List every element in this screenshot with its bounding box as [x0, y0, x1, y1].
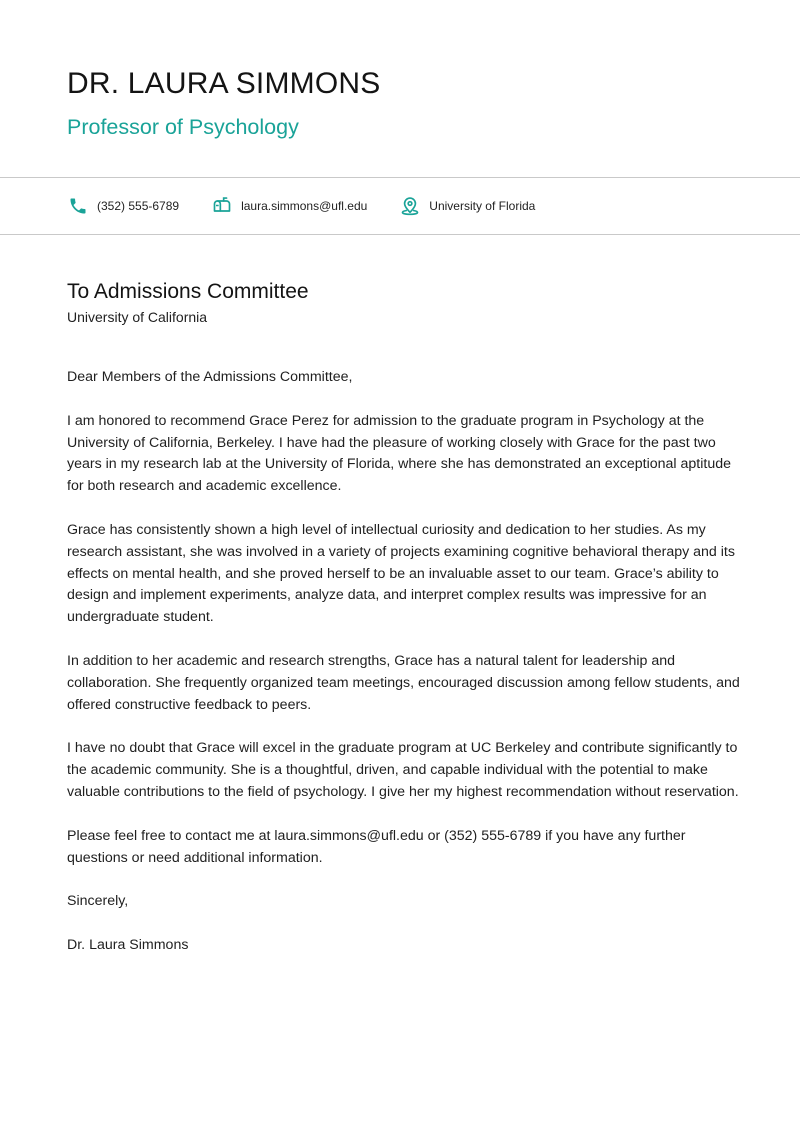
phone-icon — [68, 196, 88, 216]
letter-paragraph: In addition to her academic and research strengths, Grace has a natural talent for leadership and collaboration. She frequently organized team meetings, encouraged discussion among fellow students, and offered constructive feedback to peers. — [67, 652, 740, 713]
contact-bar — [68, 194, 535, 218]
contact-email — [212, 196, 367, 216]
letter-paragraph: Grace has consistently shown a high level of intellectual curiosity and dedication to her studies. As my research assistant, she was involved in a variety of projects examining cognitive behavioral therapy and its effects on mental health, and she proved herself to be an invaluable asset to our team. Grace’s ability to design and implement experiments, analyze data, and interpret complex results was impressive for an undergraduate student. — [67, 521, 735, 626]
author-title: Professor of Psychology — [67, 115, 299, 139]
location-text: University of Florida — [429, 199, 536, 213]
letter-greeting: Dear Members of the Admissions Committee, — [67, 369, 353, 385]
letter-paragraph: Please feel free to contact me at laura.simmons@ufl.edu or (352) 555-6789 if you have any further questions or need additional information. — [67, 827, 686, 866]
contact-phone — [68, 196, 179, 216]
letter-closing: Sincerely, — [67, 893, 129, 910]
email-address: laura.simmons@ufl.edu — [241, 199, 368, 213]
letter-signature: Dr. Laura Simmons — [67, 937, 189, 954]
map-pin-icon — [400, 196, 420, 216]
letter-body — [67, 367, 742, 979]
header-divider-top — [0, 177, 800, 178]
recipient-block — [67, 278, 309, 327]
header-divider-bottom — [0, 234, 800, 235]
letter-paragraph: I have no doubt that Grace will excel in the graduate program at UC Berkeley and contribute significantly to the academic community. She is a thoughtful, driven, and capable individual with the potential to make valuable contributions to the field of psychology. I give her my highest recommendation without reservation. — [67, 740, 739, 800]
mailbox-icon — [212, 196, 232, 216]
recipient-title: To Admissions Committee — [67, 280, 309, 303]
phone-number: (352) 555-6789 — [97, 199, 180, 213]
letter-paragraph: I am honored to recommend Grace Perez for admission to the graduate program in Psychology at the University of California, Berkeley. I have had the pleasure of working closely with Grace for the past two years in my research lab at the University of Florida, where she has demonstrated an exceptional aptitude for both research and academic excellence. — [67, 412, 732, 495]
recipient-organization: University of California — [67, 309, 208, 325]
contact-location — [400, 196, 535, 216]
letter-header — [67, 64, 747, 141]
author-name: DR. LAURA SIMMONS — [67, 67, 381, 100]
